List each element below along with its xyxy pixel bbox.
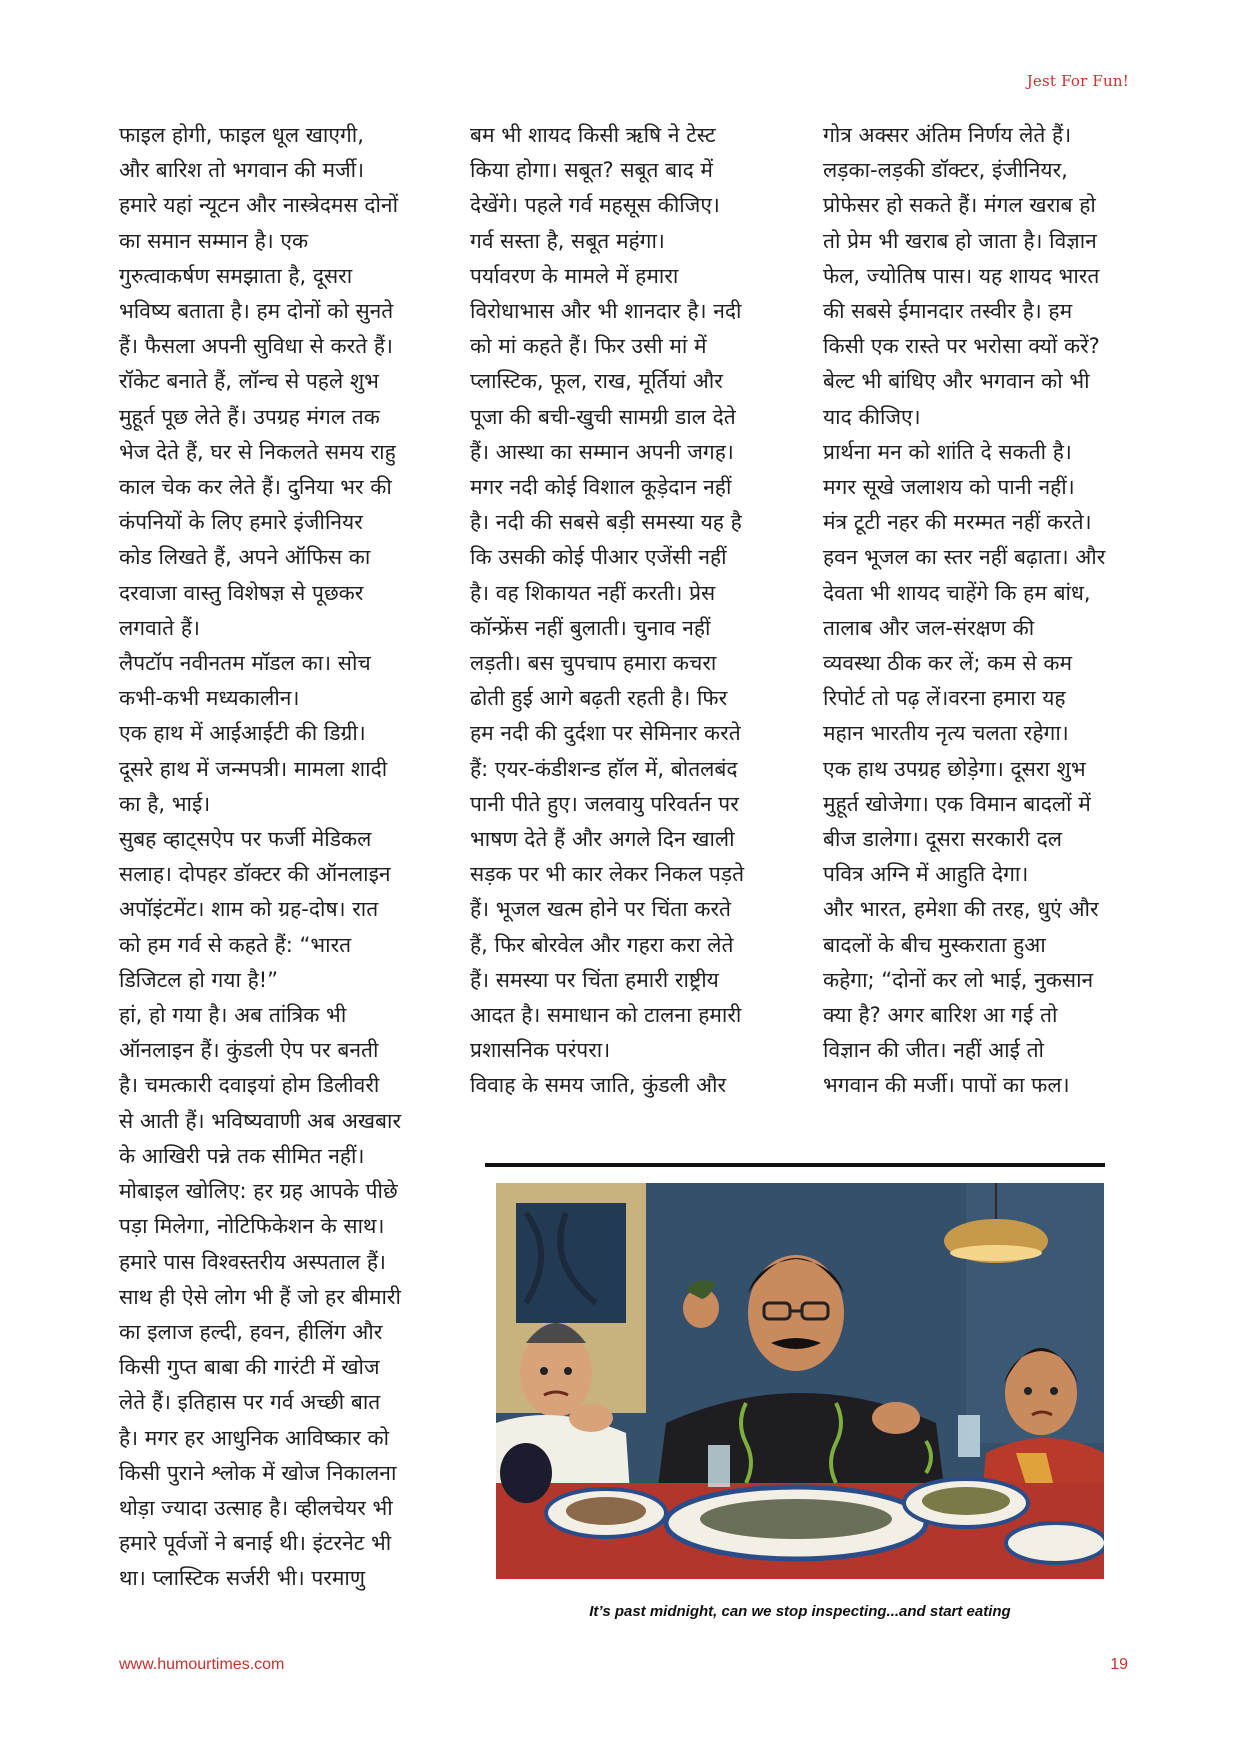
article-line: ढोती हुई आगे बढ़ती रहती है। फिर bbox=[470, 686, 728, 711]
article-line: फाइल होगी, फाइल धूल खाएगी, bbox=[119, 123, 364, 147]
article-line: रिपोर्ट तो पढ़ लें।वरना हमारा यह bbox=[823, 686, 1066, 711]
article-line: गुरुत्वाकर्षण समझाता है, दूसरा bbox=[119, 263, 353, 288]
article-line: रॉकेट बनाते हैं, लॉन्च से पहले शुभ bbox=[119, 369, 379, 394]
article-line: हम नदी की दुर्दशा पर सेमिनार करते bbox=[470, 721, 741, 746]
article-line: मुहूर्त पूछ लेते हैं। उपग्रह मंगल तक bbox=[119, 404, 380, 429]
article-column-3 bbox=[823, 118, 1128, 1104]
article-line: है। चमत्कारी दवाइयां होम डिलीवरी bbox=[119, 1073, 380, 1098]
article-line: हमारे पास विश्वस्तरीय अस्पताल हैं। bbox=[119, 1249, 386, 1274]
article-line: एक हाथ उपग्रह छोड़ेगा। दूसरा शुभ bbox=[823, 756, 1086, 781]
article-line: भगवान की मर्जी। पापों का फल। bbox=[823, 1073, 1070, 1098]
article-line: बीज डालेगा। दूसरा सरकारी दल bbox=[823, 827, 1062, 852]
article-line: ऑनलाइन हैं। कुंडली ऐप पर बनती bbox=[119, 1038, 379, 1063]
article-line: मुहूर्त खोजेगा। एक विमान बादलों में bbox=[823, 791, 1091, 816]
article-line: पड़ा मिलेगा, नोटिफिकेशन के साथ। bbox=[119, 1214, 385, 1239]
article-line: साथ ही ऐसे लोग भी हैं जो हर बीमारी bbox=[119, 1284, 401, 1309]
article-line: पवित्र अग्नि में आहुति देगा। bbox=[823, 862, 1029, 887]
article-line: भविष्य बताता है। हम दोनों को सुनते bbox=[119, 299, 394, 324]
article-line: हैं। आस्था का सम्मान अपनी जगह। bbox=[470, 439, 734, 464]
page-number: 19 bbox=[1110, 1656, 1128, 1673]
article-line: प्लास्टिक, फूल, राख, मूर्तियां और bbox=[470, 369, 723, 394]
article-line: किसी गुप्त बाबा की गारंटी में खोज bbox=[119, 1355, 380, 1380]
article-line: प्रोफेसर हो सकते हैं। मंगल खराब हो bbox=[823, 193, 1096, 218]
article-line: बेल्ट भी बांधिए और भगवान को भी bbox=[823, 369, 1090, 394]
article-line: विरोधाभास और भी शानदार है। नदी bbox=[470, 299, 742, 324]
article-line: सुबह व्हाट्सऐप पर फर्जी मेडिकल bbox=[119, 827, 372, 852]
article-line: को हम गर्व से कहते हैं: “भारत bbox=[119, 932, 352, 957]
illustration-caption: It’s past midnight, can we stop inspecting...and start eating bbox=[589, 1603, 1011, 1620]
article-line: कहेगा; “दोनों कर लो भाई, नुकसान bbox=[823, 967, 1094, 992]
article-line: अपॉइंटमेंट। शाम को ग्रह-दोष। रात bbox=[119, 897, 379, 922]
article-line: क्या है? अगर बारिश आ गई तो bbox=[823, 1003, 1058, 1028]
article-line: मोबाइल खोलिए: हर ग्रह आपके पीछे bbox=[119, 1179, 398, 1204]
footer-website-link[interactable]: www.humourtimes.com bbox=[119, 1656, 285, 1673]
article-line: पर्यावरण के मामले में हमारा bbox=[470, 263, 679, 288]
article-line: से आती हैं। भविष्यवाणी अब अखबार bbox=[119, 1108, 402, 1133]
article-line: गर्व सस्ता है, सबूत महंगा। bbox=[470, 228, 665, 253]
article-line: दरवाजा वास्तु विशेषज्ञ से पूछकर bbox=[119, 580, 364, 605]
article-line: तालाब और जल-संरक्षण की bbox=[823, 615, 1035, 640]
article-line: थोड़ा ज्यादा उत्साह है। व्हीलचेयर भी bbox=[119, 1495, 393, 1520]
article-line: और भारत, हमेशा की तरह, धुएं और bbox=[823, 897, 1099, 922]
article-line: हैं, फिर बोरवेल और गहरा करा लेते bbox=[470, 932, 734, 957]
article-line: है। नदी की सबसे बड़ी समस्या यह है bbox=[470, 510, 742, 535]
article-line: कि उसकी कोई पीआर एजेंसी नहीं bbox=[470, 545, 727, 570]
illustration-divider bbox=[485, 1163, 1105, 1167]
article-line: लड़ती। बस चुपचाप हमारा कचरा bbox=[470, 651, 717, 676]
article-line: और बारिश तो भगवान की मर्जी। bbox=[119, 158, 365, 183]
article-line: था। प्लास्टिक सर्जरी भी। परमाणु bbox=[119, 1566, 366, 1591]
article-line: को मां कहते हैं। फिर उसी मां में bbox=[470, 334, 707, 359]
article-line: आदत है। समाधान को टालना हमारी bbox=[470, 1003, 742, 1028]
article-line: सलाह। दोपहर डॉक्टर की ऑनलाइन bbox=[119, 862, 391, 887]
article-line: पानी पीते हुए। जलवायु परिवर्तन पर bbox=[470, 791, 739, 816]
article-line: दूसरे हाथ में जन्मपत्री। मामला शादी bbox=[119, 756, 388, 781]
article-line: महान भारतीय नृत्य चलता रहेगा। bbox=[823, 721, 1069, 746]
article-line: लड़का-लड़की डॉक्टर, इंजीनियर, bbox=[823, 158, 1068, 183]
article-line: सड़क पर भी कार लेकर निकल पड़ते bbox=[470, 862, 745, 887]
article-line: मगर नदी कोई विशाल कूड़ेदान नहीं bbox=[470, 475, 732, 500]
article-line: हवन भूजल का स्तर नहीं बढ़ाता। और bbox=[823, 545, 1106, 570]
article-line: लगवाते हैं। bbox=[119, 615, 200, 640]
article-line: लेते हैं। इतिहास पर गर्व अच्छी बात bbox=[119, 1390, 381, 1415]
article-line: की सबसे ईमानदार तस्वीर है। हम bbox=[823, 299, 1073, 324]
article-line: बम भी शायद किसी ऋषि ने टेस्ट bbox=[470, 123, 716, 147]
article-line: मंत्र टूटी नहर की मरम्मत नहीं करते। bbox=[823, 510, 1092, 535]
article-line: है। वह शिकायत नहीं करती। प्रेस bbox=[470, 580, 716, 605]
article-line: तो प्रेम भी खराब हो जाता है। विज्ञान bbox=[823, 228, 1097, 253]
article-line: हां, हो गया है। अब तांत्रिक भी bbox=[119, 1003, 347, 1028]
article-line: देखेंगे। पहले गर्व महसूस कीजिए। bbox=[470, 193, 720, 218]
article-line: का समान सम्मान है। एक bbox=[119, 228, 309, 253]
article-line: व्यवस्था ठीक कर लें; कम से कम bbox=[823, 651, 1073, 676]
article-column-2 bbox=[470, 118, 770, 1104]
article-line: कोड लिखते हैं, अपने ऑफिस का bbox=[119, 545, 371, 570]
article-line: हमारे यहां न्यूटन और नास्त्रेदमस दोनों bbox=[119, 193, 399, 218]
article-line: विज्ञान की जीत। नहीं आई तो bbox=[823, 1038, 1044, 1063]
section-tag: Jest For Fun! bbox=[1026, 72, 1129, 90]
article-line: प्रार्थना मन को शांति दे सकती है। bbox=[823, 439, 1072, 464]
article-line: डिजिटल हो गया है!” bbox=[119, 967, 279, 992]
article-line: कंपनियों के लिए हमारे इंजीनियर bbox=[119, 510, 363, 535]
article-line: भेज देते हैं, घर से निकलते समय राहु bbox=[119, 439, 396, 464]
article-line: विवाह के समय जाति, कुंडली और bbox=[470, 1073, 727, 1098]
article-line: का है, भाई। bbox=[119, 791, 211, 816]
article-line: बादलों के बीच मुस्कराता हुआ bbox=[823, 932, 1046, 957]
article-line: किया होगा। सबूत? सबूत बाद में bbox=[470, 158, 713, 183]
article-line: मगर सूखे जलाशय को पानी नहीं। bbox=[823, 475, 1075, 500]
article-line: कॉन्फ्रेंस नहीं बुलाती। चुनाव नहीं bbox=[470, 615, 711, 640]
article-line: हैं। समस्या पर चिंता हमारी राष्ट्रीय bbox=[470, 967, 719, 992]
article-line: पूजा की बची-खुची सामग्री डाल देते bbox=[470, 404, 736, 429]
article-line: के आखिरी पन्ने तक सीमित नहीं। bbox=[119, 1143, 365, 1168]
article-line: काल चेक कर लेते हैं। दुनिया भर की bbox=[119, 475, 392, 500]
article-line: हैं। भूजल खत्म होने पर चिंता करते bbox=[470, 897, 732, 922]
article-line: है। मगर हर आधुनिक आविष्कार को bbox=[119, 1425, 390, 1450]
article-column-1 bbox=[119, 118, 419, 1597]
article-line: देवता भी शायद चाहेंगे कि हम बांध, bbox=[823, 580, 1091, 605]
article-line: भाषण देते हैं और अगले दिन खाली bbox=[470, 827, 735, 852]
article-line: गोत्र अक्सर अंतिम निर्णय लेते हैं। bbox=[823, 123, 1072, 147]
article-line: लैपटॉप नवीनतम मॉडल का। सोच bbox=[119, 651, 371, 676]
article-line: प्रशासनिक परंपरा। bbox=[470, 1038, 611, 1063]
article-line: फेल, ज्योतिष पास। यह शायद भारत bbox=[823, 263, 1100, 288]
article-line: हैं: एयर-कंडीशन्ड हॉल में, बोतलबंद bbox=[470, 756, 738, 781]
article-line: एक हाथ में आईआईटी की डिग्री। bbox=[119, 721, 366, 746]
article-line: किसी एक रास्ते पर भरोसा क्यों करें? bbox=[823, 334, 1100, 359]
article-line: किसी पुराने श्लोक में खोज निकालना bbox=[119, 1460, 397, 1485]
article-line: का इलाज हल्दी, हवन, हीलिंग और bbox=[119, 1319, 383, 1344]
article-line: हैं। फैसला अपनी सुविधा से करते हैं। bbox=[119, 334, 393, 359]
article-line: याद कीजिए। bbox=[823, 404, 921, 429]
article-line: कभी-कभी मध्यकालीन। bbox=[119, 686, 300, 711]
cartoon-illustration bbox=[496, 1183, 1104, 1579]
article-line: हमारे पूर्वजों ने बनाई थी। इंटरनेट भी bbox=[119, 1531, 392, 1556]
